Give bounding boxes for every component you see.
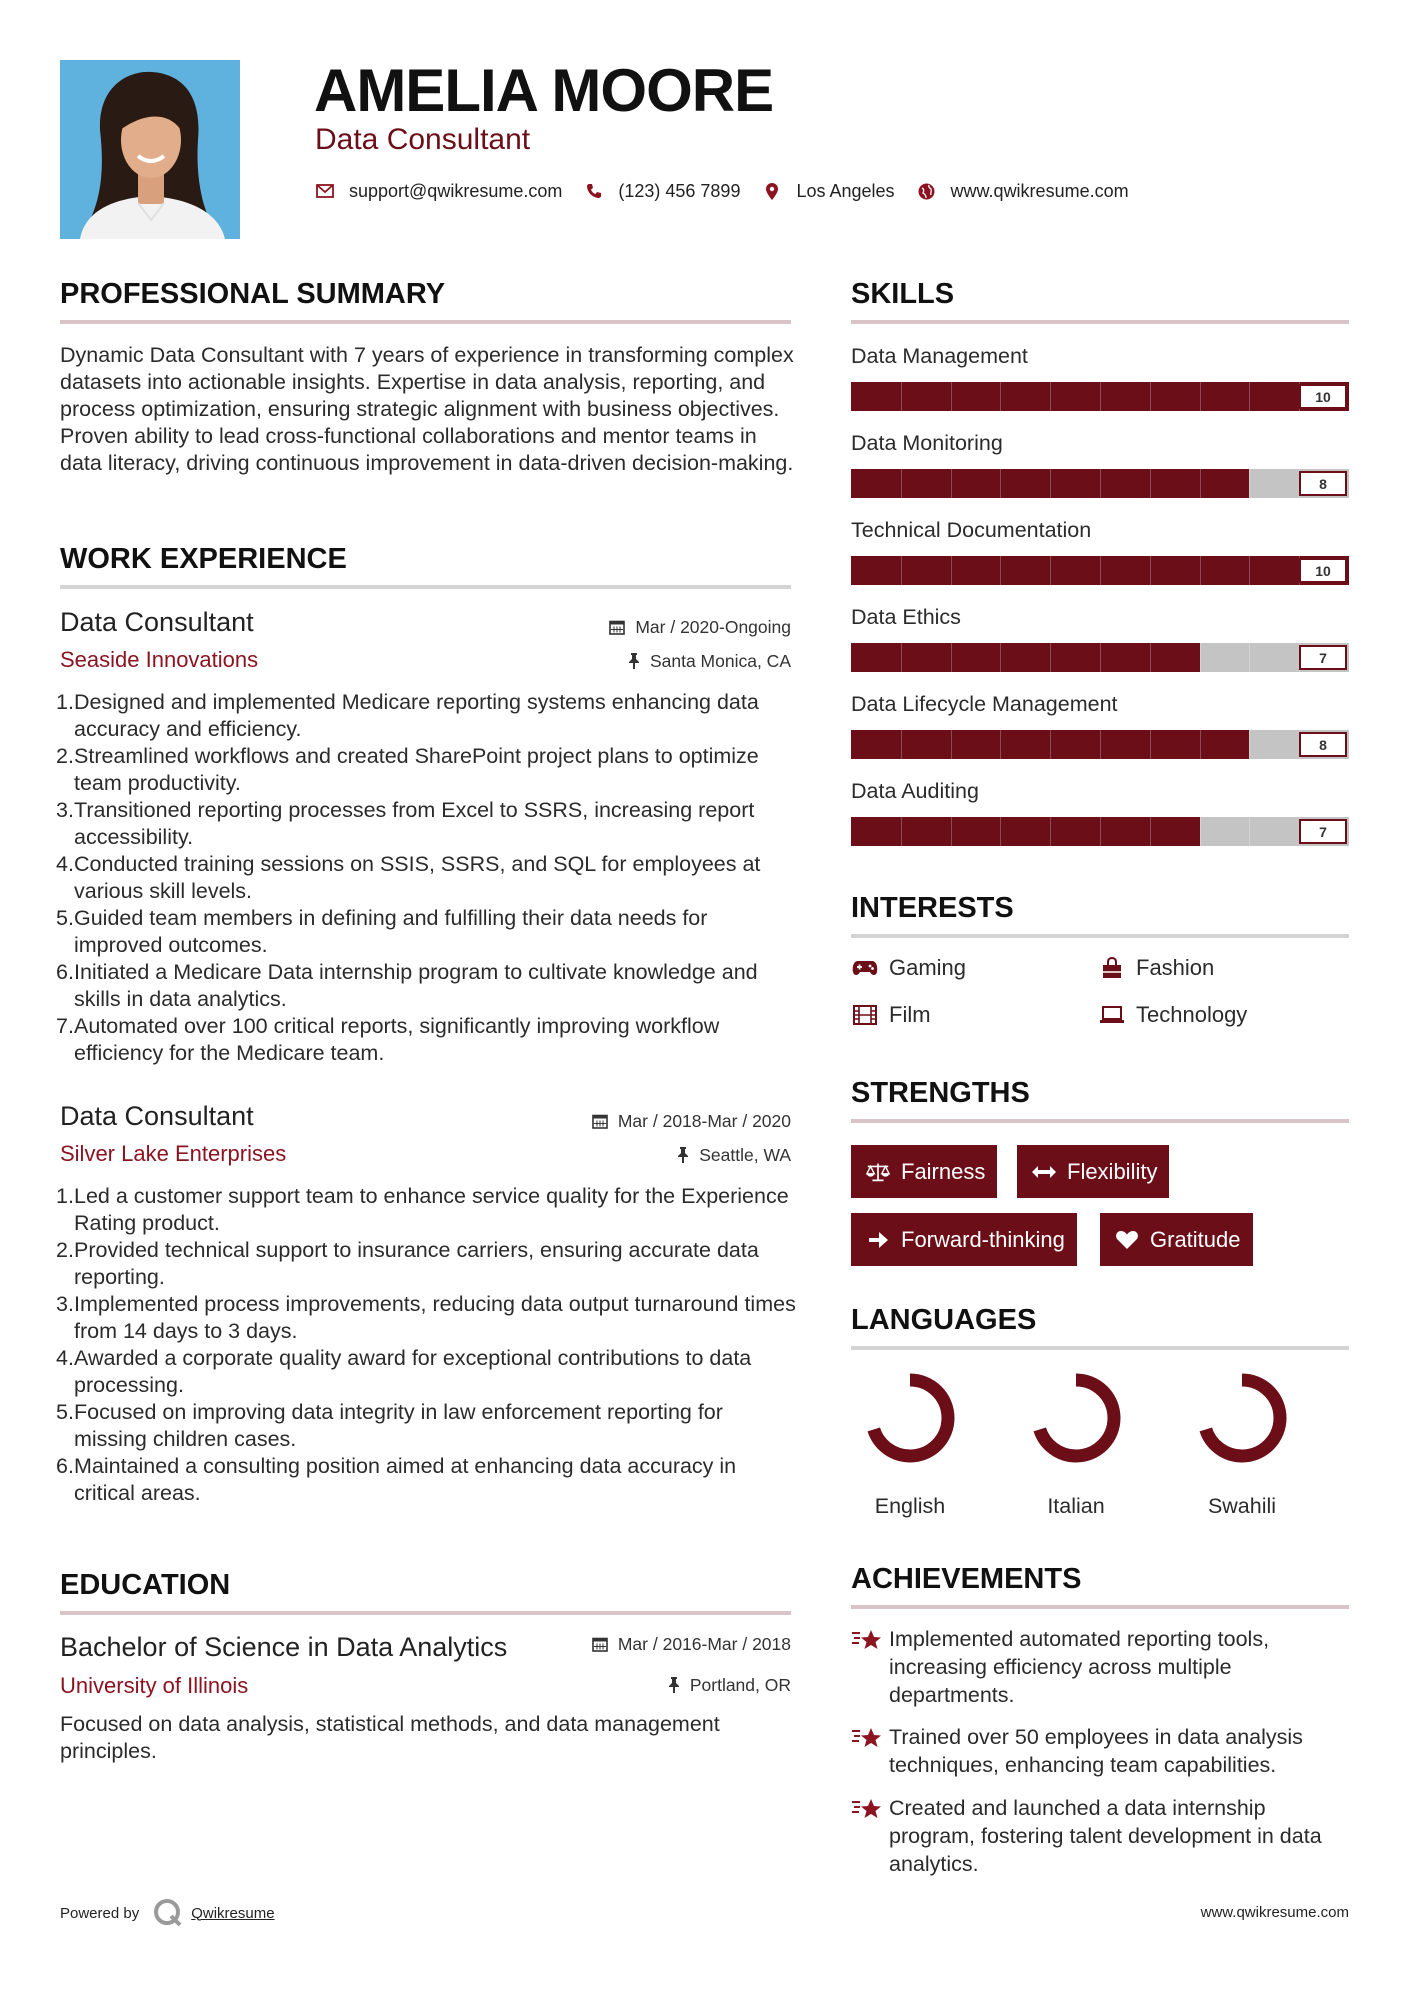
list-item: 6. Maintained a consulting position aimed at enhancing data accuracy in critical areas. bbox=[56, 1454, 737, 1505]
calendar-icon bbox=[592, 1113, 608, 1129]
skill-bar bbox=[851, 643, 1349, 672]
achievements-divider bbox=[851, 1605, 1349, 1609]
footer-powered-by bbox=[60, 1898, 275, 1928]
education-date-text: Mar / 2016-Mar / 2018 bbox=[617, 1634, 791, 1654]
skill-bar-segment bbox=[1249, 730, 1250, 759]
skill-bar-segment bbox=[901, 382, 902, 411]
job-2-bullets bbox=[56, 1183, 796, 1507]
languages-divider bbox=[851, 1346, 1349, 1350]
calendar-icon bbox=[609, 619, 625, 635]
job-1-company: Seaside Innovations bbox=[60, 647, 259, 672]
film-icon bbox=[851, 1004, 879, 1026]
skill-label: Data Management bbox=[851, 344, 1028, 368]
skill-bar-segment bbox=[1100, 817, 1101, 846]
contact-bar bbox=[315, 176, 1151, 206]
skill-bar-segment bbox=[1249, 556, 1250, 585]
interests-divider bbox=[851, 934, 1349, 938]
skill-score: 8 bbox=[1299, 732, 1347, 757]
bullet-text: Focused on improving data integrity in law enforcement reporting for missing children cases. bbox=[74, 1400, 723, 1451]
envelope-icon bbox=[315, 181, 335, 201]
strength-label: Flexibility bbox=[1067, 1158, 1158, 1184]
skill-bar bbox=[851, 556, 1349, 585]
language-ring-arc bbox=[872, 1380, 948, 1456]
achievements-heading: ACHIEVEMENTS bbox=[851, 1563, 1082, 1595]
bullet-text: Guided team members in defining and fulfilling their data needs for improved outcomes. bbox=[74, 906, 708, 957]
contact-email[interactable] bbox=[315, 181, 562, 202]
education-divider bbox=[60, 1611, 791, 1615]
skill-score: 7 bbox=[1299, 819, 1347, 844]
list-item: 6. Initiated a Medicare Data internship program to cultivate knowledge and skills in data analytics. bbox=[56, 960, 758, 1011]
powered-by-text: Powered by bbox=[60, 1904, 140, 1922]
skill-bar-segment bbox=[951, 730, 952, 759]
skill-bar-segment bbox=[901, 730, 902, 759]
skill-bar-segment bbox=[1150, 730, 1151, 759]
language-item bbox=[855, 1370, 965, 1520]
skill-label: Technical Documentation bbox=[851, 518, 1092, 542]
skill-bar-segment bbox=[1100, 643, 1101, 672]
skill-bar-segment bbox=[951, 556, 952, 585]
achievement-item bbox=[851, 1723, 1351, 1779]
shooting-star-icon bbox=[851, 1625, 889, 1709]
skill-bar-segment bbox=[1050, 643, 1051, 672]
language-label: Italian bbox=[1047, 1494, 1105, 1518]
strength-label: Fairness bbox=[901, 1158, 986, 1184]
bullet-text: Automated over 100 critical reports, significantly improving workflow efficiency for the Medicare team. bbox=[74, 1014, 720, 1065]
shooting-star-icon bbox=[851, 1723, 889, 1779]
interest-label: Film bbox=[889, 1002, 931, 1027]
shopping-bag-icon bbox=[1098, 957, 1126, 979]
interest-technology bbox=[1098, 1001, 1247, 1029]
bullet-text: Implemented process improvements, reducing data output turnaround times from 14 days to 3 days. bbox=[74, 1292, 796, 1343]
skill-bar-segment bbox=[1200, 817, 1201, 846]
language-ring-arc bbox=[1204, 1380, 1280, 1456]
skill-bar-segment bbox=[1000, 469, 1001, 498]
job-2-location-text: Seattle, WA bbox=[699, 1145, 791, 1165]
job-1-bullets bbox=[56, 689, 796, 1067]
skill-bar-segment bbox=[951, 382, 952, 411]
skill-bar-segment bbox=[1050, 817, 1051, 846]
footer-website[interactable]: www.qwikresume.com bbox=[1200, 1904, 1349, 1921]
interest-fashion bbox=[1098, 954, 1214, 982]
shooting-star-icon bbox=[851, 1794, 889, 1878]
gamepad-icon bbox=[851, 957, 879, 979]
skill-bar-segment bbox=[1200, 643, 1201, 672]
skill-bar-segment bbox=[1050, 382, 1051, 411]
contact-website[interactable] bbox=[917, 181, 1129, 202]
skill-bar-segment bbox=[1200, 730, 1201, 759]
skills-heading: SKILLS bbox=[851, 278, 955, 310]
interest-label: Fashion bbox=[1136, 955, 1215, 980]
candidate-name: AMELIA MOORE bbox=[314, 57, 774, 124]
strength-flexibility bbox=[1017, 1145, 1169, 1198]
list-item: 3. Transitioned reporting processes from Excel to SSRS, increasing report accessibility. bbox=[56, 798, 755, 849]
language-label: English bbox=[874, 1494, 946, 1518]
skill-bar-segment bbox=[1000, 556, 1001, 585]
balance-scale-icon bbox=[865, 1161, 891, 1183]
website-text: www.qwikresume.com bbox=[950, 180, 1129, 201]
location-text: Los Angeles bbox=[796, 180, 895, 201]
skill-bar-segment bbox=[1000, 382, 1001, 411]
skill-bar-segment bbox=[1150, 382, 1151, 411]
achievement-text: Implemented automated reporting tools, increasing efficiency across multiple departments. bbox=[889, 1627, 1270, 1707]
languages-heading: LANGUAGES bbox=[851, 1304, 1037, 1336]
school-name: University of Illinois bbox=[60, 1673, 249, 1698]
education-date bbox=[592, 1632, 791, 1656]
skill-bar-segment bbox=[901, 556, 902, 585]
job-1-title: Data Consultant bbox=[60, 607, 254, 637]
summary-heading: PROFESSIONAL SUMMARY bbox=[60, 278, 446, 310]
skill-bar-segment bbox=[1050, 556, 1051, 585]
list-item: 4. Conducted training sessions on SSIS, SSRS, and SQL for employees at various skill levels. bbox=[56, 852, 761, 903]
calendar-icon bbox=[592, 1636, 608, 1652]
language-ring bbox=[1194, 1370, 1290, 1466]
skill-bar-segment bbox=[1200, 382, 1201, 411]
heart-icon bbox=[1114, 1229, 1140, 1251]
job-2-title: Data Consultant bbox=[60, 1101, 254, 1131]
job-2-date-text: Mar / 2018-Mar / 2020 bbox=[617, 1111, 791, 1131]
strengths-heading: STRENGTHS bbox=[851, 1077, 1030, 1109]
pin-icon bbox=[668, 1677, 680, 1693]
phone-text: (123) 456 7899 bbox=[618, 180, 741, 201]
strength-gratitude bbox=[1100, 1213, 1253, 1266]
bullet-text: Maintained a consulting position aimed at enhancing data accuracy in critical areas. bbox=[74, 1454, 737, 1505]
skill-bar-segment bbox=[1150, 817, 1151, 846]
skill-bar-segment bbox=[1050, 469, 1051, 498]
bullet-text: Provided technical support to insurance carriers, ensuring accurate data reporting. bbox=[74, 1238, 759, 1289]
skill-bar bbox=[851, 730, 1349, 759]
language-label: Swahili bbox=[1207, 1494, 1277, 1518]
language-ring bbox=[862, 1370, 958, 1466]
skill-bar-segment bbox=[1249, 643, 1250, 672]
list-item: 2. Provided technical support to insurance carriers, ensuring accurate data reporting. bbox=[56, 1238, 759, 1289]
skill-bar bbox=[851, 469, 1349, 498]
job-2-location bbox=[677, 1143, 791, 1167]
strength-forward-thinking bbox=[851, 1213, 1077, 1266]
strengths-divider bbox=[851, 1119, 1349, 1123]
list-item: 1. Led a customer support team to enhance service quality for the Experience Rating product. bbox=[56, 1184, 789, 1235]
summary-divider bbox=[60, 320, 791, 324]
qwikresume-logo-icon bbox=[153, 1898, 183, 1928]
skill-score: 8 bbox=[1299, 471, 1347, 496]
skill-bar bbox=[851, 817, 1349, 846]
experience-divider bbox=[60, 585, 791, 589]
skill-label: Data Lifecycle Management bbox=[851, 692, 1118, 716]
skill-bar-segment bbox=[951, 469, 952, 498]
skill-bar-segment bbox=[1050, 730, 1051, 759]
skill-bar-segment bbox=[1100, 730, 1101, 759]
laptop-icon bbox=[1098, 1004, 1126, 1026]
skill-bar-segment bbox=[1249, 469, 1250, 498]
skill-bar-segment bbox=[951, 643, 952, 672]
job-1-date bbox=[609, 615, 791, 639]
skill-bar-segment bbox=[901, 643, 902, 672]
interest-film bbox=[851, 1001, 931, 1029]
bullet-text: Transitioned reporting processes from Excel to SSRS, increasing report accessibility. bbox=[74, 798, 755, 849]
bullet-text: Led a customer support team to enhance service quality for the Experience Rating product. bbox=[74, 1184, 789, 1235]
skill-bar-fill bbox=[851, 643, 1200, 672]
skill-label: Data Ethics bbox=[851, 605, 961, 629]
job-1-date-text: Mar / 2020-Ongoing bbox=[635, 617, 791, 637]
skill-bar-fill bbox=[851, 817, 1200, 846]
skill-bar-segment bbox=[1150, 469, 1151, 498]
bullet-text: Initiated a Medicare Data internship program to cultivate knowledge and skills in data analytics. bbox=[74, 960, 758, 1011]
skill-bar-segment bbox=[901, 469, 902, 498]
language-ring-arc bbox=[1038, 1380, 1114, 1456]
education-location-text: Portland, OR bbox=[689, 1675, 791, 1695]
skill-label: Data Auditing bbox=[851, 779, 979, 803]
education-heading: EDUCATION bbox=[60, 1569, 231, 1601]
interests-heading: INTERESTS bbox=[851, 892, 1014, 924]
skill-bar-segment bbox=[1000, 643, 1001, 672]
qwikresume-link[interactable]: Qwikresume bbox=[191, 1904, 275, 1922]
interest-label: Technology bbox=[1136, 1002, 1248, 1027]
pin-icon bbox=[677, 1147, 689, 1163]
bullet-text: Designed and implemented Medicare reporting systems enhancing data accuracy and efficiency. bbox=[74, 690, 759, 741]
achievement-item bbox=[851, 1625, 1351, 1709]
globe-icon bbox=[917, 181, 937, 201]
skill-bar-segment bbox=[1249, 817, 1250, 846]
skill-score: 10 bbox=[1299, 384, 1347, 409]
skill-bar-segment bbox=[951, 817, 952, 846]
arrows-horizontal-icon bbox=[1031, 1161, 1057, 1183]
pin-icon bbox=[628, 653, 640, 669]
skill-bar-segment bbox=[1150, 556, 1151, 585]
bullet-text: Streamlined workflows and created SharePoint project plans to optimize team productivity. bbox=[74, 744, 759, 795]
interest-gaming bbox=[851, 954, 966, 982]
skill-bar-segment bbox=[1100, 382, 1101, 411]
skill-bar-segment bbox=[1249, 382, 1250, 411]
list-item: 5. Guided team members in defining and fulfilling their data needs for improved outcomes. bbox=[56, 906, 708, 957]
language-ring bbox=[1028, 1370, 1124, 1466]
strength-fairness bbox=[851, 1145, 997, 1198]
language-item bbox=[1187, 1370, 1297, 1520]
job-1-location bbox=[628, 649, 791, 673]
bullet-text: Awarded a corporate quality award for exceptional contributions to data processing. bbox=[74, 1346, 752, 1397]
profile-photo bbox=[60, 60, 240, 239]
language-item bbox=[1021, 1370, 1131, 1520]
bullet-text: Conducted training sessions on SSIS, SSRS, and SQL for employees at various skill levels. bbox=[74, 852, 761, 903]
skill-bar-segment bbox=[1000, 817, 1001, 846]
achievement-item bbox=[851, 1794, 1351, 1878]
strength-label: Gratitude bbox=[1150, 1226, 1241, 1252]
skill-bar-segment bbox=[1150, 643, 1151, 672]
skill-score: 7 bbox=[1299, 645, 1347, 670]
achievement-text: Created and launched a data internship program, fostering talent development in data analytics. bbox=[889, 1796, 1322, 1876]
skill-bar-segment bbox=[1100, 469, 1101, 498]
achievement-text: Trained over 50 employees in data analysis techniques, enhancing team capabilities. bbox=[889, 1725, 1303, 1777]
skill-bar-segment bbox=[1200, 556, 1201, 585]
job-2-date bbox=[592, 1109, 791, 1133]
skill-bar-segment bbox=[1200, 469, 1201, 498]
skill-bar bbox=[851, 382, 1349, 411]
job-2-company: Silver Lake Enterprises bbox=[60, 1141, 287, 1166]
list-item: 5. Focused on improving data integrity in law enforcement reporting for missing children cases. bbox=[56, 1400, 723, 1451]
contact-location bbox=[762, 181, 894, 202]
list-item: 4. Awarded a corporate quality award for exceptional contributions to data processing. bbox=[56, 1346, 752, 1397]
experience-heading: WORK EXPERIENCE bbox=[60, 543, 347, 575]
skill-score: 10 bbox=[1299, 558, 1347, 583]
skill-label: Data Monitoring bbox=[851, 431, 1003, 455]
phone-icon bbox=[584, 181, 604, 201]
list-item: 7. Automated over 100 critical reports, significantly improving workflow efficiency for the Medicare team. bbox=[56, 1014, 720, 1065]
education-text: Focused on data analysis, statistical methods, and data management principles. bbox=[60, 1712, 720, 1763]
education-location bbox=[668, 1673, 791, 1697]
list-item: 1. Designed and implemented Medicare reporting systems enhancing data accuracy and efficiency. bbox=[56, 690, 759, 741]
summary-text: Dynamic Data Consultant with 7 years of experience in transforming complex datasets into actionable insights. Expertise in data analysis, reporting, and process optimization, ensuring strategic alignment with business objectives. Proven ability to lead cross-functional collaborations and mentor teams in data literacy, driving continuous improvement in data-driven decision-making. bbox=[60, 343, 794, 475]
skill-bar-segment bbox=[1000, 730, 1001, 759]
degree-title: Bachelor of Science in Data Analytics bbox=[60, 1632, 508, 1662]
skill-bar-segment bbox=[901, 817, 902, 846]
job-1-location-text: Santa Monica, CA bbox=[649, 651, 791, 671]
list-item: 3. Implemented process improvements, reducing data output turnaround times from 14 days to 3 days. bbox=[56, 1292, 796, 1343]
skill-bar-segment bbox=[1100, 556, 1101, 585]
contact-phone[interactable] bbox=[584, 181, 740, 202]
candidate-title: Data Consultant bbox=[315, 123, 531, 156]
email-text: support@qwikresume.com bbox=[349, 180, 563, 201]
strength-label: Forward-thinking bbox=[901, 1226, 1065, 1252]
interest-label: Gaming bbox=[889, 955, 967, 980]
skills-divider bbox=[851, 320, 1349, 324]
arrow-right-icon bbox=[865, 1229, 891, 1251]
map-marker-icon bbox=[762, 181, 782, 201]
list-item: 2. Streamlined workflows and created SharePoint project plans to optimize team productivity. bbox=[56, 744, 759, 795]
